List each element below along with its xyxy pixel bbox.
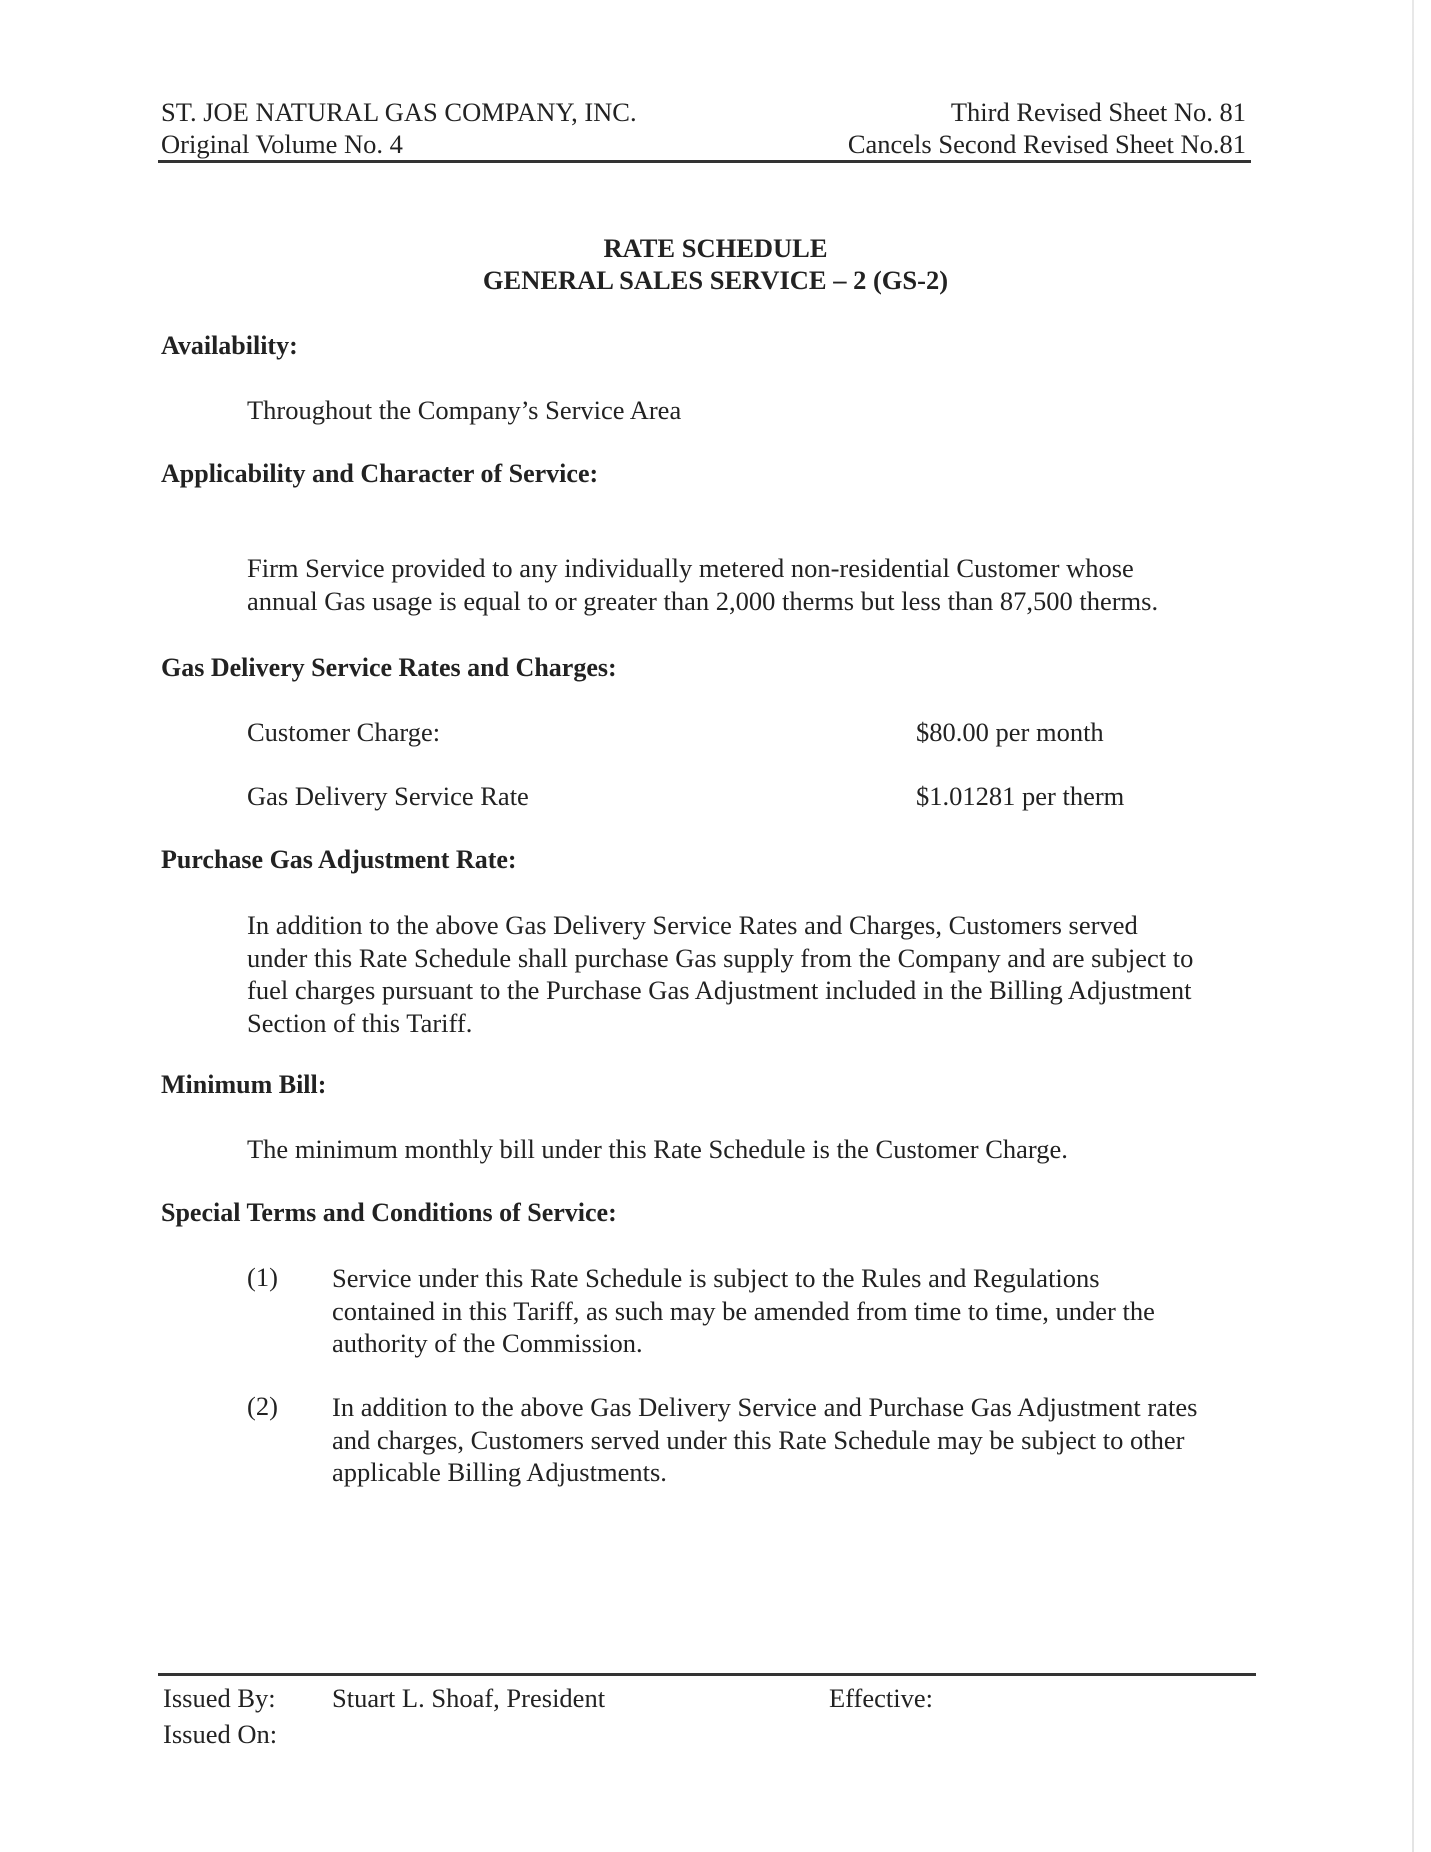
delivery-rate-label: Gas Delivery Service Rate — [247, 781, 529, 811]
issuer-name: Stuart L. Shoaf, President — [332, 1683, 606, 1713]
header-rule — [158, 160, 1251, 163]
delivery-rate-value: $1.01281 per therm — [916, 781, 1125, 811]
minimum-bill-heading: Minimum Bill: — [161, 1070, 327, 1099]
term-number-1: (1) — [247, 1262, 278, 1292]
title-line-1: RATE SCHEDULE — [603, 233, 828, 263]
issued-by-label: Issued By: — [163, 1683, 276, 1713]
title-line-2: GENERAL SALES SERVICE – 2 (GS-2) — [482, 265, 949, 295]
delivery-heading: Gas Delivery Service Rates and Charges: — [161, 653, 617, 682]
issued-on-label: Issued On: — [163, 1719, 278, 1749]
pga-line-1: In addition to the above Gas Delivery Service Rates and Charges, Customers served — [247, 910, 1138, 940]
volume-label: Original Volume No. 4 — [161, 129, 403, 159]
header-right — [848, 96, 1246, 160]
sheet-number: Third Revised Sheet No. 81 — [950, 97, 1246, 127]
customer-charge-value: $80.00 per month — [916, 717, 1104, 747]
document-title — [0, 232, 1431, 296]
term-text-1 — [332, 1262, 1262, 1360]
term-2-line-2: and charges, Customers served under this Rate Schedule may be subject to other — [332, 1424, 1185, 1455]
customer-charge-label: Customer Charge: — [247, 717, 441, 747]
footer-rule — [158, 1673, 1256, 1676]
term-1-line-2: contained in this Tariff, as such may be amended from time to time, under the — [332, 1295, 1155, 1326]
availability-heading: Availability: — [161, 331, 298, 360]
term-1-line-1: Service under this Rate Schedule is subject to the Rules and Regulations — [332, 1263, 1100, 1293]
applicability-line-1: Firm Service provided to any individually metered non-residential Customer whose — [247, 553, 1134, 583]
term-2-line-1: In addition to the above Gas Delivery Service and Purchase Gas Adjustment rates — [332, 1392, 1198, 1422]
term-2-line-3: applicable Billing Adjustments. — [332, 1457, 667, 1487]
footer-labels — [163, 1680, 277, 1752]
applicability-heading: Applicability and Character of Service: — [161, 459, 599, 488]
company-name: ST. JOE NATURAL GAS COMPANY, INC. — [161, 97, 637, 127]
term-number-2: (2) — [247, 1391, 278, 1421]
effective-label: Effective: — [829, 1683, 933, 1713]
minimum-bill-text: The minimum monthly bill under this Rate Schedule is the Customer Charge. — [247, 1134, 1068, 1164]
term-text-2 — [332, 1391, 1262, 1489]
header-left — [161, 96, 637, 160]
applicability-text — [247, 552, 1158, 617]
pga-text — [247, 909, 1193, 1039]
availability-text: Throughout the Company’s Service Area — [247, 395, 682, 425]
cancels-sheet: Cancels Second Revised Sheet No.81 — [847, 129, 1246, 159]
term-1-line-3: authority of the Commission. — [332, 1328, 643, 1358]
pga-line-4: Section of this Tariff. — [247, 1007, 473, 1038]
pga-line-2: under this Rate Schedule shall purchase Gas supply from the Company and are subject to — [247, 942, 1194, 973]
applicability-line-2: annual Gas usage is equal to or greater than 2,000 therms but less than 87,500 therms. — [247, 585, 1159, 616]
pga-line-3: fuel charges pursuant to the Purchase Gas Adjustment included in the Billing Adjustment — [247, 975, 1192, 1005]
special-terms-heading: Special Terms and Conditions of Service: — [161, 1198, 617, 1227]
pga-heading: Purchase Gas Adjustment Rate: — [161, 845, 517, 874]
